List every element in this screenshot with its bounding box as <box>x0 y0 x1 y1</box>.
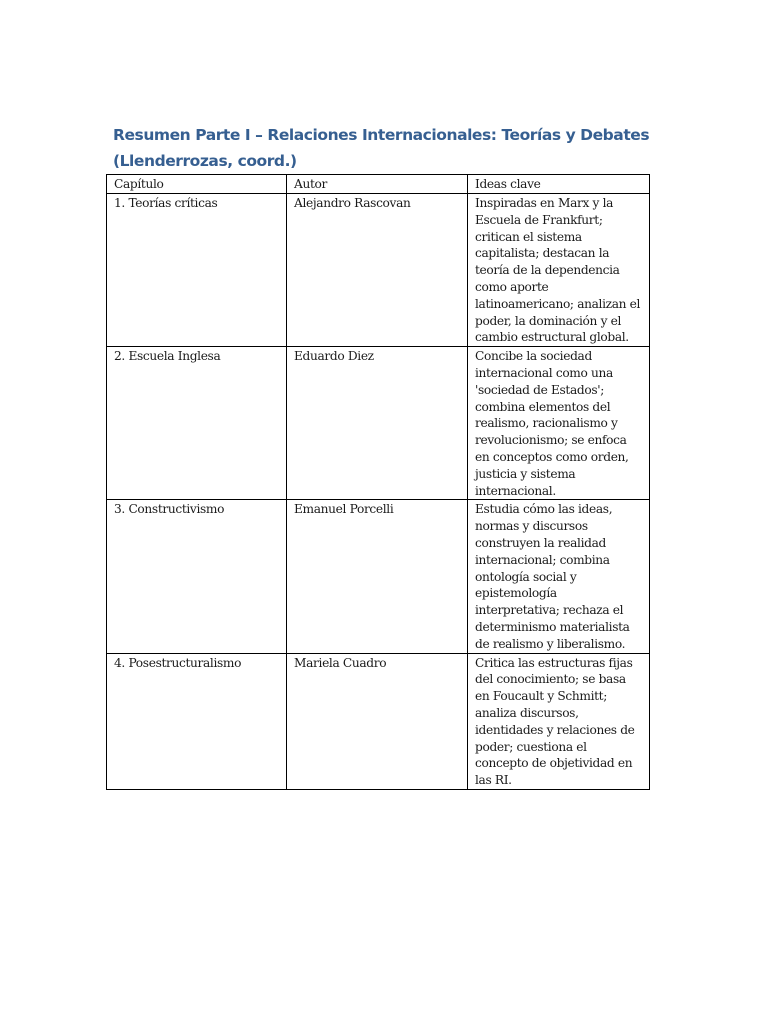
table-row <box>107 500 650 653</box>
cell-autor: Mariela Cuadro <box>287 653 468 789</box>
document-title-line-2: (Llenderrozas, coord.) <box>113 152 297 170</box>
cell-ideas-clave: Inspiradas en Marx y la Escuela de Frankfurt; critican el sistema capitalista; destacan la teoría de la dependencia como aporte latinoamericano; analizan el poder, la dominación y el cambio estructural global. <box>468 194 650 347</box>
column-header-capitulo: Capítulo <box>107 175 287 194</box>
document-title-line-1: Resumen Parte I – Relaciones Internacionales: Teorías y Debates <box>113 126 650 144</box>
cell-capitulo: 1. Teorías críticas <box>107 194 287 347</box>
summary-table <box>106 174 650 790</box>
table-row <box>107 347 650 500</box>
cell-ideas-clave: Estudia cómo las ideas, normas y discursos construyen la realidad internacional; combina ontología social y epistemología interpretativa; rechaza el determinismo materialista de realismo y liberalismo. <box>468 500 650 653</box>
cell-autor: Emanuel Porcelli <box>287 500 468 653</box>
cell-autor: Eduardo Diez <box>287 347 468 500</box>
cell-ideas-clave: Concibe la sociedad internacional como una 'sociedad de Estados'; combina elementos del realismo, racionalismo y revolucionismo; se enfoca en conceptos como orden, justicia y sistema internacional. <box>468 347 650 500</box>
column-header-autor: Autor <box>287 175 468 194</box>
cell-capitulo: 3. Constructivismo <box>107 500 287 653</box>
table-header-row <box>107 175 650 194</box>
document-title <box>113 122 673 174</box>
table-row <box>107 653 650 789</box>
column-header-ideas-clave: Ideas clave <box>468 175 650 194</box>
cell-capitulo: 4. Posestructuralismo <box>107 653 287 789</box>
cell-ideas-clave: Critica las estructuras fijas del conocimiento; se basa en Foucault y Schmitt; analiza discursos, identidades y relaciones de poder; cuestiona el concepto de objetividad en las RI. <box>468 653 650 789</box>
cell-capitulo: 2. Escuela Inglesa <box>107 347 287 500</box>
cell-autor: Alejandro Rascovan <box>287 194 468 347</box>
table-row <box>107 194 650 347</box>
